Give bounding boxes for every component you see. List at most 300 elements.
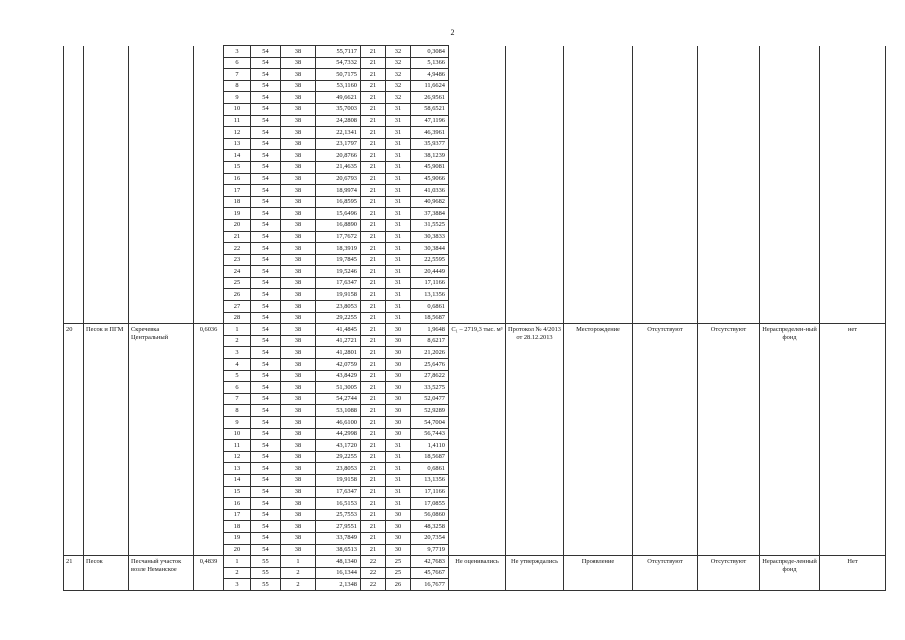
- longitude-degrees: 21: [361, 532, 386, 544]
- longitude-minutes: 30: [386, 532, 411, 544]
- latitude-minutes: 38: [281, 544, 316, 556]
- latitude-minutes: 38: [281, 115, 316, 127]
- latitude-degrees: 54: [251, 57, 281, 69]
- longitude-seconds: 41,0336: [411, 185, 449, 197]
- notes-cell: Нет: [820, 556, 886, 591]
- table-row: [64, 324, 905, 336]
- latitude-minutes: 38: [281, 393, 316, 405]
- latitude-minutes: 38: [281, 219, 316, 231]
- longitude-minutes: 30: [386, 370, 411, 382]
- longitude-minutes: 31: [386, 243, 411, 255]
- longitude-seconds: 52,9289: [411, 405, 449, 417]
- longitude-minutes: 31: [386, 277, 411, 289]
- longitude-minutes: 25: [386, 567, 411, 579]
- longitude-minutes: 31: [386, 103, 411, 115]
- latitude-degrees: 54: [251, 277, 281, 289]
- longitude-degrees: 21: [361, 138, 386, 150]
- longitude-seconds: 1,4110: [411, 440, 449, 452]
- latitude-seconds: 19,7845: [316, 254, 361, 266]
- longitude-seconds: 58,6521: [411, 103, 449, 115]
- object-type-cell: Месторождение: [564, 324, 633, 556]
- latitude-seconds: 15,6496: [316, 208, 361, 220]
- longitude-minutes: 31: [386, 115, 411, 127]
- point-number: 19: [224, 208, 251, 220]
- longitude-seconds: 13,1356: [411, 474, 449, 486]
- longitude-seconds: 30,3844: [411, 243, 449, 255]
- longitude-degrees: 21: [361, 185, 386, 197]
- longitude-minutes: 31: [386, 474, 411, 486]
- longitude-seconds: 25,6476: [411, 359, 449, 371]
- latitude-seconds: 16,8595: [316, 196, 361, 208]
- longitude-minutes: 32: [386, 46, 411, 58]
- latitude-seconds: 16,5153: [316, 498, 361, 510]
- latitude-minutes: 38: [281, 486, 316, 498]
- longitude-minutes: 30: [386, 428, 411, 440]
- latitude-degrees: 54: [251, 161, 281, 173]
- longitude-minutes: 31: [386, 196, 411, 208]
- longitude-minutes: 31: [386, 440, 411, 452]
- point-number: 21: [224, 231, 251, 243]
- longitude-seconds: 18,5687: [411, 312, 449, 324]
- point-number: 10: [224, 103, 251, 115]
- latitude-degrees: 54: [251, 405, 281, 417]
- latitude-degrees: 54: [251, 219, 281, 231]
- longitude-minutes: 31: [386, 451, 411, 463]
- latitude-seconds: 33,7849: [316, 532, 361, 544]
- longitude-seconds: 0,3084: [411, 46, 449, 58]
- latitude-seconds: 35,7003: [316, 103, 361, 115]
- license-user-cell: Отсутствуют: [698, 324, 760, 556]
- longitude-degrees: 21: [361, 370, 386, 382]
- longitude-degrees: 21: [361, 289, 386, 301]
- point-number: 8: [224, 405, 251, 417]
- longitude-degrees: 21: [361, 196, 386, 208]
- latitude-seconds: 17,6347: [316, 486, 361, 498]
- latitude-minutes: 38: [281, 185, 316, 197]
- latitude-seconds: 2,1348: [316, 579, 361, 591]
- latitude-minutes: 38: [281, 440, 316, 452]
- object-name: [129, 46, 194, 324]
- longitude-degrees: 21: [361, 359, 386, 371]
- latitude-seconds: 41,2801: [316, 347, 361, 359]
- latitude-seconds: 29,2255: [316, 312, 361, 324]
- point-number: 16: [224, 173, 251, 185]
- latitude-seconds: 38,6513: [316, 544, 361, 556]
- longitude-degrees: 22: [361, 567, 386, 579]
- point-number: 1: [224, 324, 251, 336]
- longitude-minutes: 31: [386, 486, 411, 498]
- longitude-minutes: 32: [386, 92, 411, 104]
- longitude-seconds: 52,0477: [411, 393, 449, 405]
- latitude-minutes: 38: [281, 428, 316, 440]
- longitude-seconds: 5,1366: [411, 57, 449, 69]
- latitude-minutes: 38: [281, 127, 316, 139]
- latitude-minutes: 38: [281, 359, 316, 371]
- longitude-degrees: 21: [361, 382, 386, 394]
- latitude-seconds: 42,0759: [316, 359, 361, 371]
- latitude-seconds: 17,6347: [316, 277, 361, 289]
- longitude-seconds: 37,3884: [411, 208, 449, 220]
- point-number: 11: [224, 440, 251, 452]
- latitude-degrees: 54: [251, 115, 281, 127]
- longitude-degrees: 21: [361, 80, 386, 92]
- longitude-degrees: 21: [361, 347, 386, 359]
- license-cell: [633, 46, 698, 324]
- longitude-seconds: 17,1166: [411, 277, 449, 289]
- point-number: 7: [224, 69, 251, 81]
- latitude-degrees: 54: [251, 138, 281, 150]
- latitude-degrees: 54: [251, 243, 281, 255]
- latitude-degrees: 54: [251, 254, 281, 266]
- point-number: 18: [224, 196, 251, 208]
- object-name: Скречевка Центральный: [129, 324, 194, 556]
- latitude-degrees: 54: [251, 498, 281, 510]
- mineral-type: Песок и ПГМ: [84, 324, 129, 556]
- latitude-degrees: 54: [251, 428, 281, 440]
- longitude-degrees: 21: [361, 150, 386, 162]
- area-value: [194, 46, 224, 324]
- longitude-minutes: 30: [386, 382, 411, 394]
- longitude-degrees: 21: [361, 173, 386, 185]
- point-number: 26: [224, 289, 251, 301]
- latitude-minutes: 38: [281, 335, 316, 347]
- longitude-seconds: 56,7443: [411, 428, 449, 440]
- point-number: 24: [224, 266, 251, 278]
- latitude-degrees: 54: [251, 451, 281, 463]
- longitude-seconds: 45,7667: [411, 567, 449, 579]
- longitude-minutes: 31: [386, 289, 411, 301]
- longitude-degrees: 21: [361, 57, 386, 69]
- longitude-degrees: 21: [361, 103, 386, 115]
- object-number: 20: [64, 324, 84, 556]
- latitude-seconds: 17,7672: [316, 231, 361, 243]
- latitude-seconds: 48,1340: [316, 556, 361, 568]
- latitude-minutes: 38: [281, 301, 316, 313]
- point-number: 13: [224, 138, 251, 150]
- latitude-degrees: 54: [251, 103, 281, 115]
- point-number: 28: [224, 312, 251, 324]
- latitude-degrees: 55: [251, 579, 281, 591]
- latitude-seconds: 19,5246: [316, 266, 361, 278]
- latitude-minutes: 1: [281, 556, 316, 568]
- latitude-seconds: 23,1797: [316, 138, 361, 150]
- point-number: 15: [224, 486, 251, 498]
- longitude-seconds: 11,6624: [411, 80, 449, 92]
- latitude-seconds: 24,2808: [316, 115, 361, 127]
- latitude-minutes: 38: [281, 208, 316, 220]
- latitude-degrees: 55: [251, 567, 281, 579]
- longitude-seconds: 16,7677: [411, 579, 449, 591]
- longitude-seconds: 18,5687: [411, 451, 449, 463]
- license-user-cell: [698, 46, 760, 324]
- point-number: 3: [224, 579, 251, 591]
- latitude-degrees: 54: [251, 370, 281, 382]
- latitude-seconds: 51,3005: [316, 382, 361, 394]
- longitude-degrees: 21: [361, 254, 386, 266]
- point-number: 19: [224, 532, 251, 544]
- latitude-minutes: 38: [281, 254, 316, 266]
- latitude-seconds: 20,6793: [316, 173, 361, 185]
- longitude-seconds: 48,3258: [411, 521, 449, 533]
- latitude-seconds: 22,1341: [316, 127, 361, 139]
- latitude-minutes: 38: [281, 277, 316, 289]
- longitude-minutes: 31: [386, 173, 411, 185]
- latitude-degrees: 54: [251, 266, 281, 278]
- latitude-seconds: 46,6100: [316, 417, 361, 429]
- latitude-minutes: 38: [281, 243, 316, 255]
- latitude-degrees: 54: [251, 208, 281, 220]
- point-number: 6: [224, 382, 251, 394]
- latitude-minutes: 38: [281, 103, 316, 115]
- protocol-cell: [506, 46, 564, 324]
- latitude-degrees: 54: [251, 532, 281, 544]
- latitude-degrees: 54: [251, 382, 281, 394]
- longitude-seconds: 13,1356: [411, 289, 449, 301]
- point-number: 10: [224, 428, 251, 440]
- longitude-seconds: 27,8622: [411, 370, 449, 382]
- latitude-minutes: 38: [281, 498, 316, 510]
- latitude-seconds: 53,1088: [316, 405, 361, 417]
- latitude-minutes: 38: [281, 312, 316, 324]
- longitude-seconds: 56,0860: [411, 509, 449, 521]
- longitude-degrees: 21: [361, 417, 386, 429]
- longitude-degrees: 21: [361, 486, 386, 498]
- longitude-seconds: 33,5275: [411, 382, 449, 394]
- latitude-degrees: 54: [251, 474, 281, 486]
- longitude-seconds: 20,7354: [411, 532, 449, 544]
- point-number: 22: [224, 243, 251, 255]
- longitude-seconds: 22,5595: [411, 254, 449, 266]
- latitude-degrees: 54: [251, 92, 281, 104]
- notes-cell: [820, 46, 886, 324]
- latitude-seconds: 25,7553: [316, 509, 361, 521]
- object-type-cell: [564, 46, 633, 324]
- longitude-degrees: 21: [361, 451, 386, 463]
- longitude-degrees: 21: [361, 393, 386, 405]
- latitude-seconds: 53,1160: [316, 80, 361, 92]
- longitude-minutes: 31: [386, 208, 411, 220]
- latitude-minutes: 38: [281, 451, 316, 463]
- longitude-minutes: 30: [386, 417, 411, 429]
- point-number: 2: [224, 567, 251, 579]
- longitude-degrees: 21: [361, 498, 386, 510]
- longitude-degrees: 21: [361, 219, 386, 231]
- longitude-seconds: 40,9682: [411, 196, 449, 208]
- resources-cell: C₁ – 2719,3 тыс. м³: [449, 324, 506, 556]
- latitude-seconds: 49,6621: [316, 92, 361, 104]
- longitude-seconds: 17,0855: [411, 498, 449, 510]
- latitude-seconds: 21,4635: [316, 161, 361, 173]
- latitude-minutes: 38: [281, 196, 316, 208]
- longitude-seconds: 8,6217: [411, 335, 449, 347]
- longitude-minutes: 31: [386, 219, 411, 231]
- longitude-degrees: 21: [361, 277, 386, 289]
- latitude-minutes: 38: [281, 417, 316, 429]
- longitude-minutes: 30: [386, 335, 411, 347]
- longitude-degrees: 21: [361, 463, 386, 475]
- point-number: 14: [224, 474, 251, 486]
- longitude-minutes: 31: [386, 301, 411, 313]
- longitude-seconds: 26,9561: [411, 92, 449, 104]
- longitude-degrees: 21: [361, 324, 386, 336]
- longitude-seconds: 35,9377: [411, 138, 449, 150]
- point-number: 14: [224, 150, 251, 162]
- latitude-degrees: 54: [251, 173, 281, 185]
- point-number: 8: [224, 80, 251, 92]
- latitude-seconds: 41,2721: [316, 335, 361, 347]
- latitude-minutes: 38: [281, 324, 316, 336]
- latitude-degrees: 54: [251, 312, 281, 324]
- longitude-minutes: 32: [386, 57, 411, 69]
- longitude-minutes: 32: [386, 69, 411, 81]
- longitude-seconds: 0,6861: [411, 463, 449, 475]
- latitude-seconds: 19,9158: [316, 474, 361, 486]
- longitude-degrees: 22: [361, 579, 386, 591]
- license-cell: Отсутствуют: [633, 556, 698, 591]
- latitude-seconds: 50,7175: [316, 69, 361, 81]
- mineral-type: Песок: [84, 556, 129, 591]
- longitude-seconds: 38,1239: [411, 150, 449, 162]
- longitude-degrees: 21: [361, 46, 386, 58]
- latitude-degrees: 54: [251, 463, 281, 475]
- longitude-minutes: 31: [386, 150, 411, 162]
- longitude-degrees: 21: [361, 544, 386, 556]
- fund-cell: [760, 46, 820, 324]
- longitude-degrees: 21: [361, 127, 386, 139]
- longitude-degrees: 21: [361, 92, 386, 104]
- latitude-minutes: 2: [281, 567, 316, 579]
- longitude-degrees: 21: [361, 312, 386, 324]
- longitude-degrees: 21: [361, 69, 386, 81]
- latitude-degrees: 54: [251, 80, 281, 92]
- latitude-degrees: 54: [251, 440, 281, 452]
- latitude-degrees: 54: [251, 324, 281, 336]
- latitude-minutes: 38: [281, 231, 316, 243]
- longitude-seconds: 45,9066: [411, 173, 449, 185]
- latitude-degrees: 54: [251, 289, 281, 301]
- longitude-minutes: 30: [386, 359, 411, 371]
- latitude-minutes: 38: [281, 46, 316, 58]
- latitude-minutes: 38: [281, 289, 316, 301]
- longitude-seconds: 47,1196: [411, 115, 449, 127]
- latitude-degrees: 54: [251, 509, 281, 521]
- point-number: 11: [224, 115, 251, 127]
- latitude-minutes: 38: [281, 509, 316, 521]
- object-type-cell: Проявление: [564, 556, 633, 591]
- latitude-seconds: 16,8890: [316, 219, 361, 231]
- latitude-degrees: 54: [251, 359, 281, 371]
- latitude-seconds: 55,7117: [316, 46, 361, 58]
- point-number: 3: [224, 46, 251, 58]
- longitude-seconds: 42,7683: [411, 556, 449, 568]
- latitude-minutes: 2: [281, 579, 316, 591]
- resources-cell: [449, 46, 506, 324]
- longitude-seconds: 1,9648: [411, 324, 449, 336]
- longitude-seconds: 9,7719: [411, 544, 449, 556]
- point-number: 6: [224, 57, 251, 69]
- longitude-minutes: 31: [386, 138, 411, 150]
- longitude-seconds: 31,5525: [411, 219, 449, 231]
- latitude-degrees: 54: [251, 185, 281, 197]
- longitude-minutes: 31: [386, 127, 411, 139]
- protocol-cell: Не утверждались: [506, 556, 564, 591]
- longitude-degrees: 21: [361, 208, 386, 220]
- latitude-degrees: 54: [251, 69, 281, 81]
- license-cell: Отсутствуют: [633, 324, 698, 556]
- notes-cell: нет: [820, 324, 886, 556]
- longitude-seconds: 21,2026: [411, 347, 449, 359]
- point-number: 20: [224, 544, 251, 556]
- latitude-degrees: 54: [251, 347, 281, 359]
- longitude-minutes: 30: [386, 324, 411, 336]
- point-number: 18: [224, 521, 251, 533]
- latitude-seconds: 18,9974: [316, 185, 361, 197]
- protocol-cell: Протокол № 4/2013 от 28.12.2013: [506, 324, 564, 556]
- longitude-degrees: 21: [361, 335, 386, 347]
- longitude-seconds: 20,4449: [411, 266, 449, 278]
- latitude-minutes: 38: [281, 57, 316, 69]
- latitude-seconds: 20,8766: [316, 150, 361, 162]
- longitude-minutes: 31: [386, 231, 411, 243]
- longitude-seconds: 54,7004: [411, 417, 449, 429]
- mineral-type: [84, 46, 129, 324]
- latitude-minutes: 38: [281, 532, 316, 544]
- latitude-seconds: 54,2744: [316, 393, 361, 405]
- longitude-degrees: 22: [361, 556, 386, 568]
- latitude-seconds: 44,2998: [316, 428, 361, 440]
- latitude-degrees: 54: [251, 486, 281, 498]
- latitude-seconds: 54,7332: [316, 57, 361, 69]
- longitude-minutes: 31: [386, 498, 411, 510]
- longitude-degrees: 21: [361, 301, 386, 313]
- point-number: 25: [224, 277, 251, 289]
- latitude-degrees: 54: [251, 544, 281, 556]
- point-number: 23: [224, 254, 251, 266]
- point-number: 7: [224, 393, 251, 405]
- longitude-seconds: 4,9486: [411, 69, 449, 81]
- point-number: 16: [224, 498, 251, 510]
- longitude-degrees: 21: [361, 231, 386, 243]
- point-number: 1: [224, 556, 251, 568]
- longitude-minutes: 30: [386, 521, 411, 533]
- longitude-seconds: 30,3833: [411, 231, 449, 243]
- area-value: 0,6036: [194, 324, 224, 556]
- latitude-degrees: 54: [251, 301, 281, 313]
- longitude-degrees: 21: [361, 474, 386, 486]
- latitude-degrees: 54: [251, 335, 281, 347]
- object-number: [64, 46, 84, 324]
- latitude-minutes: 38: [281, 69, 316, 81]
- latitude-seconds: 23,8053: [316, 301, 361, 313]
- longitude-minutes: 31: [386, 254, 411, 266]
- point-number: 17: [224, 185, 251, 197]
- latitude-degrees: 54: [251, 150, 281, 162]
- latitude-degrees: 54: [251, 196, 281, 208]
- latitude-minutes: 38: [281, 92, 316, 104]
- latitude-minutes: 38: [281, 266, 316, 278]
- latitude-degrees: 54: [251, 231, 281, 243]
- latitude-minutes: 38: [281, 150, 316, 162]
- latitude-seconds: 41,4845: [316, 324, 361, 336]
- latitude-seconds: 27,9551: [316, 521, 361, 533]
- longitude-seconds: 46,3961: [411, 127, 449, 139]
- point-number: 15: [224, 161, 251, 173]
- latitude-minutes: 38: [281, 474, 316, 486]
- point-number: 17: [224, 509, 251, 521]
- latitude-minutes: 38: [281, 173, 316, 185]
- latitude-seconds: 43,8429: [316, 370, 361, 382]
- longitude-minutes: 31: [386, 463, 411, 475]
